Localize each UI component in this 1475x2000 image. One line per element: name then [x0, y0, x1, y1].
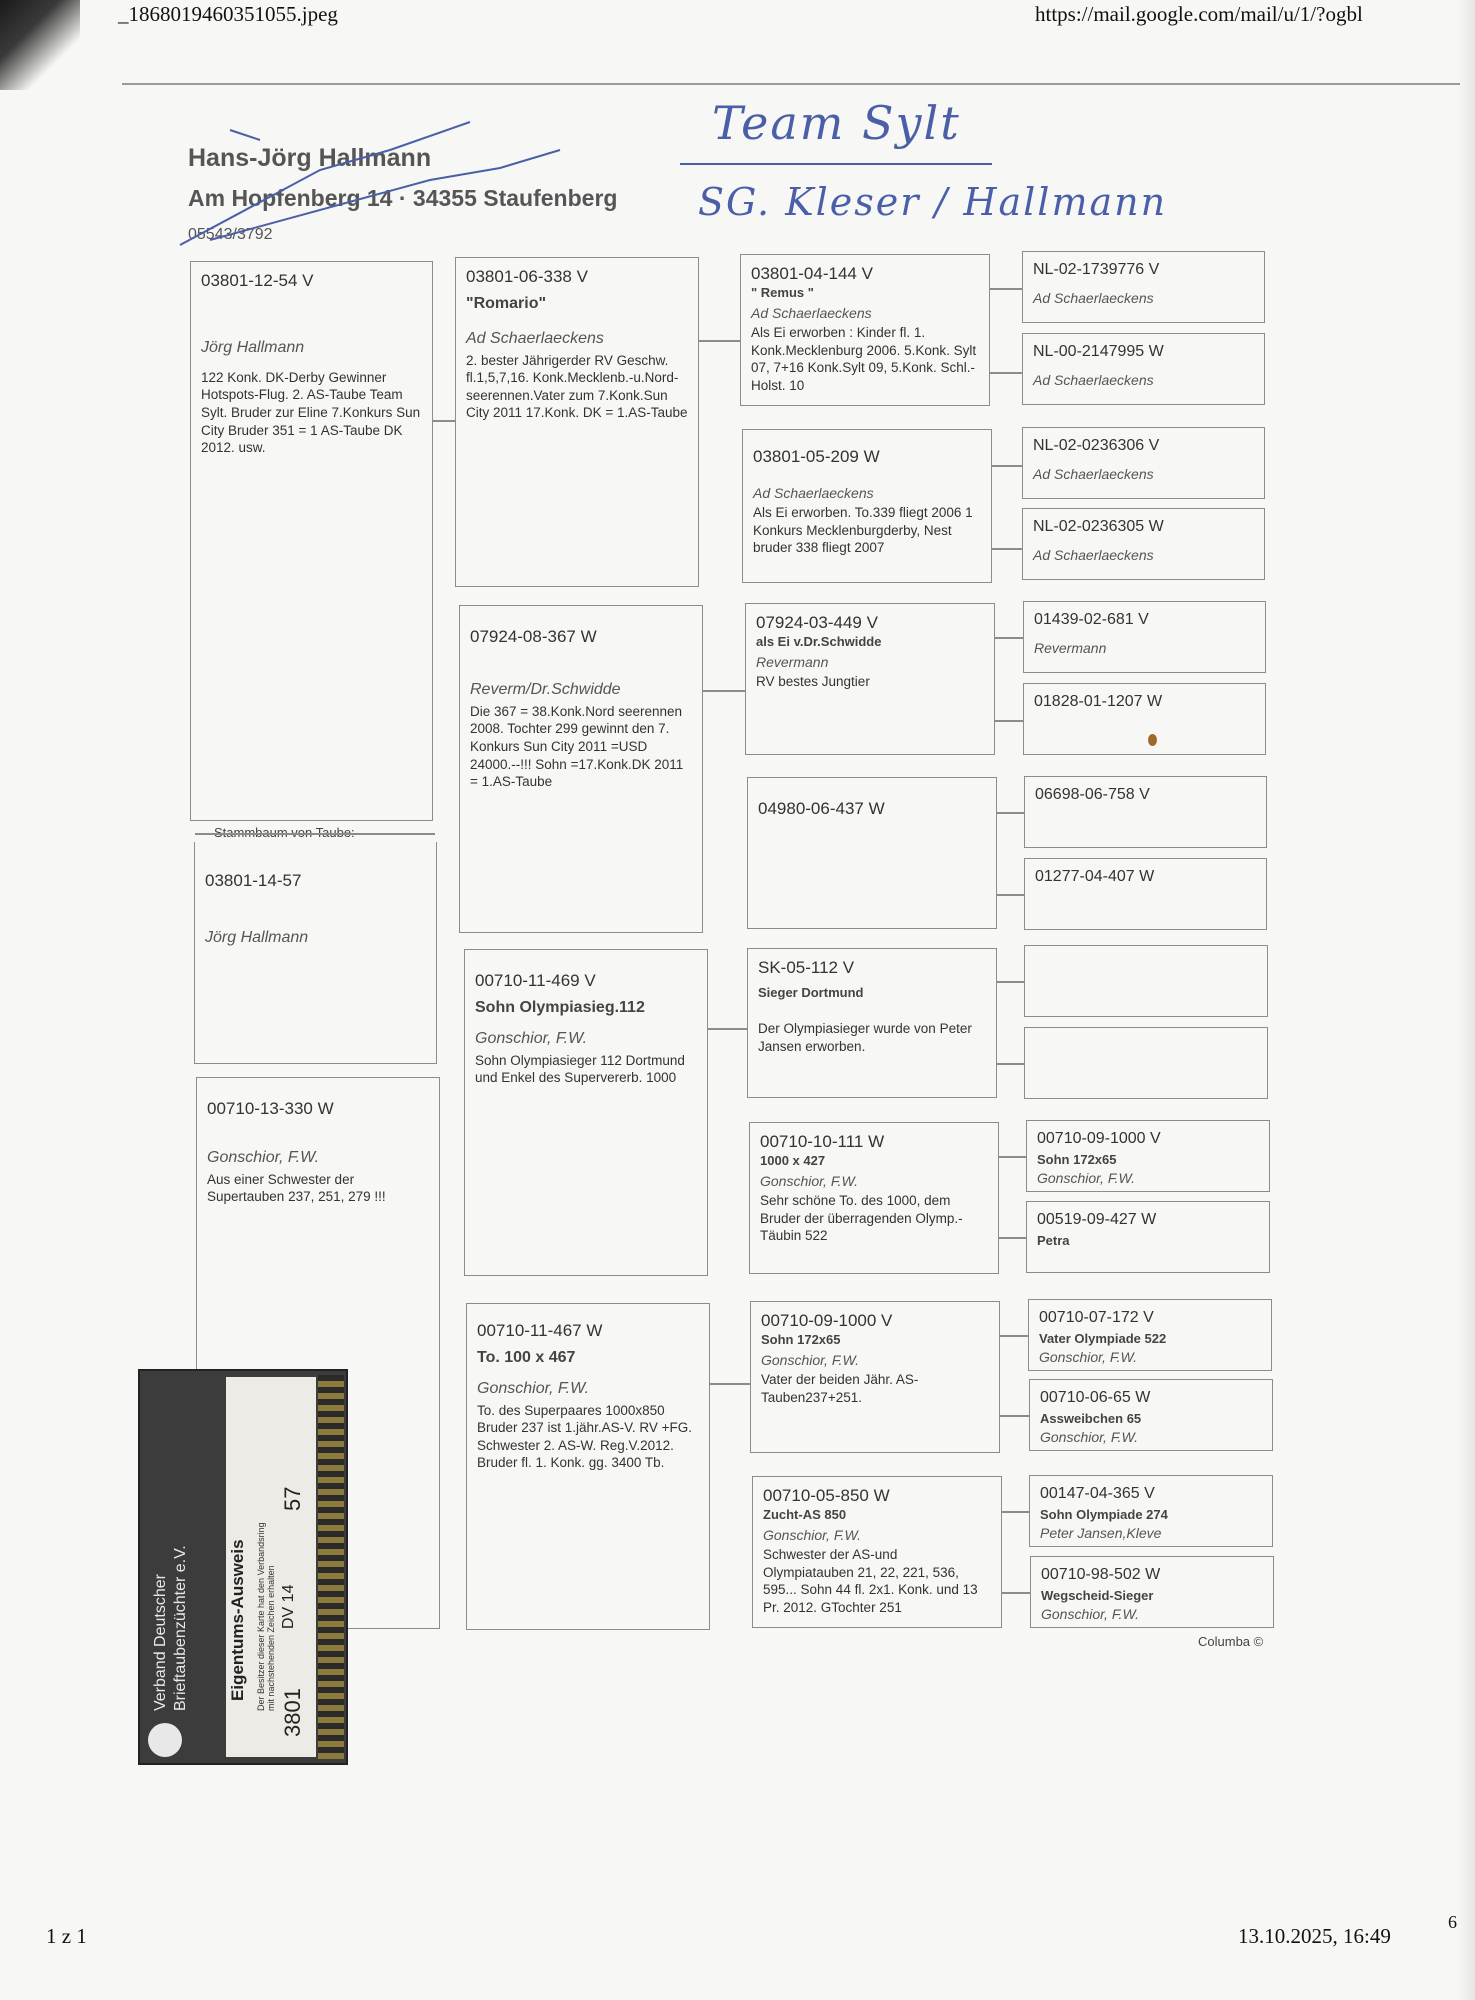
gen3-5-sub: Sieger Dortmund — [758, 985, 864, 1001]
gen2-2-info: Die 367 = 38.Konk.Nord seerennen 2008. Tochter 299 gewinnt den 7. Konkurs Sun City 2011 =USD 24000.--!!! Sohn =17.Konk.DK 2011 = 1.AS-Taube — [470, 703, 684, 790]
gen4-1-ring: NL-02-1739776 V — [1033, 261, 1160, 278]
gen3-1-breeder: Ad Schaerlaeckens — [751, 304, 872, 321]
print-edge-mark: 6 — [1448, 1912, 1457, 1932]
gen3-box-1 — [740, 254, 990, 406]
handwritten-underline — [680, 163, 992, 165]
gen4-16-ring: 00710-98-502 W — [1041, 1566, 1161, 1583]
gen4-11-ring: 00710-09-1000 V — [1037, 1130, 1161, 1147]
owner-phone: 05543/3792 — [188, 226, 273, 243]
print-filename: _1868019460351055.jpeg — [118, 2, 338, 26]
print-url: https://mail.google.com/mail/u/1/?ogbl — [1035, 2, 1363, 26]
handwritten-team: Team Sylt — [712, 96, 961, 150]
gen4-5-ring: 01439-02-681 V — [1034, 611, 1149, 628]
gen3-3-ring: 07924-03-449 V — [756, 613, 878, 632]
bird-ring: 03801-14-57 — [205, 871, 302, 890]
gen2-1-info: 2. bester Jährigerder RV Geschw. fl.1,5,7,16. Konk.Mecklenb.-u.Nord-seerennen.Vater zum 7.Konk.Sun City 2011 17.Konk. DK = 1.AS-Taube — [466, 352, 688, 421]
gen2-1-title: "Romario" — [466, 295, 547, 313]
gen4-7-ring: 06698-06-758 V — [1035, 786, 1150, 803]
gen2-3-info: Sohn Olympiasieger 112 Dortmund und Enkel des Supervererb. 1000 — [475, 1052, 685, 1086]
gen4-box-1 — [1022, 251, 1265, 323]
gen3-1-sub: " Remus " — [751, 285, 814, 301]
gen4-15-sub: Sohn Olympiade 274 — [1040, 1506, 1168, 1522]
print-page-number: 1 z 1 — [46, 1924, 87, 1948]
gen4-5-breeder: Revermann — [1034, 639, 1107, 656]
gen3-7-breeder: Gonschior, F.W. — [761, 1351, 860, 1368]
gen2-box-2 — [459, 605, 703, 933]
gen4-box-10 — [1024, 1027, 1268, 1099]
gen2-box-3 — [464, 949, 708, 1276]
gen3-4-ring: 04980-06-437 W — [758, 799, 885, 818]
gen2-4-info: To. des Superpaares 1000x850 Bruder 237 ist 1.jähr.AS-V. RV +FG. Schwester 2. AS-W. Reg.V.2012. Bruder fl. 1. Konk. gg. 3400 Tb. — [477, 1402, 692, 1471]
gen2-1-ring: 03801-06-338 V — [466, 267, 588, 286]
gen4-box-3 — [1022, 427, 1265, 499]
id-card-title: Eigentums-Ausweis — [228, 1539, 247, 1701]
gen3-3-breeder: Revermann — [756, 653, 829, 670]
gen4-2-breeder: Ad Schaerlaeckens — [1033, 371, 1154, 388]
gen3-7-info: Vater der beiden Jähr. AS-Tauben237+251. — [761, 1372, 919, 1405]
bird-box — [194, 842, 437, 1064]
gen4-box-4 — [1022, 508, 1265, 580]
federation-logo-icon — [148, 1723, 182, 1757]
dam-info: Aus einer Schwester der Supertauben 237, 251, 279 !!! — [207, 1171, 386, 1205]
gen3-7-sub: Sohn 172x65 — [761, 1332, 841, 1348]
gen4-box-8 — [1024, 858, 1267, 930]
gen3-box-2 — [742, 429, 992, 583]
id-card-org-line2: Brieftaubenzüchter e.V. — [172, 1545, 189, 1711]
gen3-box-8 — [752, 1476, 1002, 1628]
scan-edge — [1457, 0, 1475, 2000]
gen3-box-6 — [749, 1122, 999, 1274]
ink-stain — [1148, 734, 1157, 746]
gen3-3-info: RV bestes Jungtier — [756, 674, 870, 690]
gen3-box-4 — [747, 777, 997, 929]
gen3-8-info: Schwester der AS-und Olympiatauben 21, 22, 221, 536, 595... Sohn 44 fl. 2x1. Konk. und 13 Pr. 2012. GTochter 251 — [763, 1547, 978, 1615]
gen3-5-info: Der Olympiasieger wurde von Peter Jansen erworben. — [758, 1020, 972, 1054]
gen4-8-ring: 01277-04-407 W — [1035, 868, 1155, 885]
gen4-13-breeder: Gonschior, F.W. — [1039, 1348, 1138, 1365]
id-card-club-number: 3801 — [280, 1688, 305, 1737]
gen4-13-ring: 00710-07-172 V — [1039, 1309, 1154, 1326]
gen2-3-breeder: Gonschior, F.W. — [475, 1029, 588, 1047]
sire-breeder: Jörg Hallmann — [201, 339, 305, 357]
gen3-box-3 — [745, 603, 995, 755]
id-card-org-line1: Verband Deutscher — [152, 1574, 169, 1711]
gen4-box-12 — [1026, 1201, 1270, 1273]
gen4-11-sub: Sohn 172x65 — [1037, 1151, 1117, 1167]
gen3-1-info: Als Ei erworben : Kinder fl. 1. Konk.Mecklenburg 2006. 5.Konk. Sylt 07, 7+16 Konk.Sylt 09, 5.Konk. Schl.-Holst. 10 — [751, 325, 977, 393]
dam-ring: 00710-13-330 W — [207, 1099, 334, 1118]
ownership-id-card — [138, 1369, 348, 1765]
gen2-2-breeder: Reverm/Dr.Schwidde — [470, 681, 621, 699]
gen4-box-9 — [1024, 945, 1268, 1017]
gen4-box-7 — [1024, 776, 1267, 848]
gen4-14-breeder: Gonschior, F.W. — [1040, 1428, 1139, 1445]
gen3-6-sub: 1000 x 427 — [760, 1153, 826, 1169]
gen4-4-breeder: Ad Schaerlaeckens — [1033, 546, 1154, 563]
gen4-3-ring: NL-02-0236306 V — [1033, 437, 1160, 454]
gen3-8-sub: Zucht-AS 850 — [763, 1507, 847, 1523]
sire-info: 122 Konk. DK-Derby Gewinner Hotspots-Flug. 2. AS-Taube Team Sylt. Bruder zur Eline 7.Konkurs Sun City Bruder 351 = 1 AS-Taube DK 2012. usw. — [201, 369, 421, 456]
id-card-ring-number: 57 — [280, 1486, 305, 1511]
gen4-15-breeder: Peter Jansen,Kleve — [1040, 1524, 1162, 1541]
gen4-box-6 — [1023, 683, 1266, 755]
gen3-6-info: Sehr schöne To. des 1000, dem Bruder der überragenden Olymp.- Täubin 522 — [760, 1193, 963, 1244]
gen3-2-ring: 03801-05-209 W — [753, 447, 880, 466]
id-card-year: DV 14 — [280, 1584, 297, 1629]
dam-breeder: Gonschior, F.W. — [207, 1149, 320, 1167]
gen4-16-breeder: Gonschior, F.W. — [1041, 1605, 1140, 1622]
gen3-2-breeder: Ad Schaerlaeckens — [753, 485, 874, 502]
copyright: Columba © — [1198, 1634, 1264, 1649]
gen3-6-ring: 00710-10-111 W — [760, 1132, 885, 1151]
print-datetime: 13.10.2025, 16:49 — [1238, 1924, 1391, 1948]
gen4-12-ring: 00519-09-427 W — [1037, 1211, 1157, 1228]
gen4-16-sub: Wegscheid-Sieger — [1041, 1587, 1154, 1603]
gen3-8-breeder: Gonschior, F.W. — [763, 1526, 862, 1543]
gen4-14-sub: Assweibchen 65 — [1040, 1410, 1142, 1426]
gen4-3-breeder: Ad Schaerlaeckens — [1033, 465, 1154, 482]
gen4-14-ring: 00710-06-65 W — [1040, 1389, 1151, 1406]
gen2-box-1 — [455, 257, 699, 587]
bird-breeder: Jörg Hallmann — [205, 929, 309, 947]
gen4-1-breeder: Ad Schaerlaeckens — [1033, 289, 1154, 306]
gen2-1-breeder: Ad Schaerlaeckens — [466, 329, 604, 347]
gen4-15-ring: 00147-04-365 V — [1040, 1485, 1155, 1502]
gen4-box-2 — [1022, 333, 1265, 405]
gen2-3-ring: 00710-11-469 V — [475, 971, 596, 990]
owner-name: Hans-Jörg Hallmann — [188, 144, 432, 172]
handwritten-sg: SG. Kleser / Hallmann — [698, 180, 1168, 224]
gen4-box-11 — [1026, 1120, 1270, 1192]
gen3-box-7 — [750, 1301, 1000, 1453]
scan-shadow — [0, 0, 80, 90]
pen-scribble — [170, 110, 570, 250]
gen2-box-4 — [466, 1303, 710, 1630]
gen3-box-5 — [747, 948, 997, 1098]
owner-address: Am Hopfenberg 14 · 34355 Staufenberg — [188, 185, 618, 211]
gen3-2-info: Als Ei erworben. To.339 fliegt 2006 1 Konkurs Mecklenburgderby, Nest bruder 338 fliegt 2007 — [753, 505, 973, 556]
gen4-13-sub: Vater Olympiade 522 — [1039, 1330, 1167, 1346]
gen3-7-ring: 00710-09-1000 V — [761, 1311, 893, 1330]
sire-box — [190, 261, 433, 821]
gen4-box-13 — [1028, 1299, 1272, 1371]
gen4-4-ring: NL-02-0236305 W — [1033, 518, 1164, 535]
gen3-3-sub: als Ei v.Dr.Schwidde — [756, 634, 882, 650]
gen2-4-ring: 00710-11-467 W — [477, 1321, 603, 1340]
gen4-box-14 — [1029, 1379, 1273, 1451]
gen4-box-15 — [1029, 1475, 1273, 1547]
gen4-11-breeder: Gonschior, F.W. — [1037, 1169, 1136, 1186]
gen3-5-ring: SK-05-112 V — [758, 958, 855, 977]
gen4-12-sub: Petra — [1037, 1232, 1070, 1248]
gen4-box-16 — [1030, 1556, 1274, 1628]
gen2-3-title: Sohn Olympiasieg.112 — [475, 999, 645, 1017]
id-card-note: Der Besitzer dieser Karte hat den Verbandsring mit nachstehenden Zeichen erhalten — [256, 1522, 276, 1711]
gen2-4-breeder: Gonschior, F.W. — [477, 1379, 590, 1397]
sire-ring: 03801-12-54 V — [201, 271, 314, 290]
gen4-2-ring: NL-00-2147995 W — [1033, 343, 1164, 360]
top-rule — [122, 83, 1460, 85]
gen3-8-ring: 00710-05-850 W — [763, 1486, 890, 1505]
gen2-4-title: To. 100 x 467 — [477, 1349, 576, 1367]
gen4-box-5 — [1023, 601, 1266, 673]
gen3-6-breeder: Gonschior, F.W. — [760, 1172, 859, 1189]
gen3-1-ring: 03801-04-144 V — [751, 264, 873, 283]
gen2-2-ring: 07924-08-367 W — [470, 627, 597, 646]
gen4-6-ring: 01828-01-1207 W — [1034, 693, 1163, 710]
